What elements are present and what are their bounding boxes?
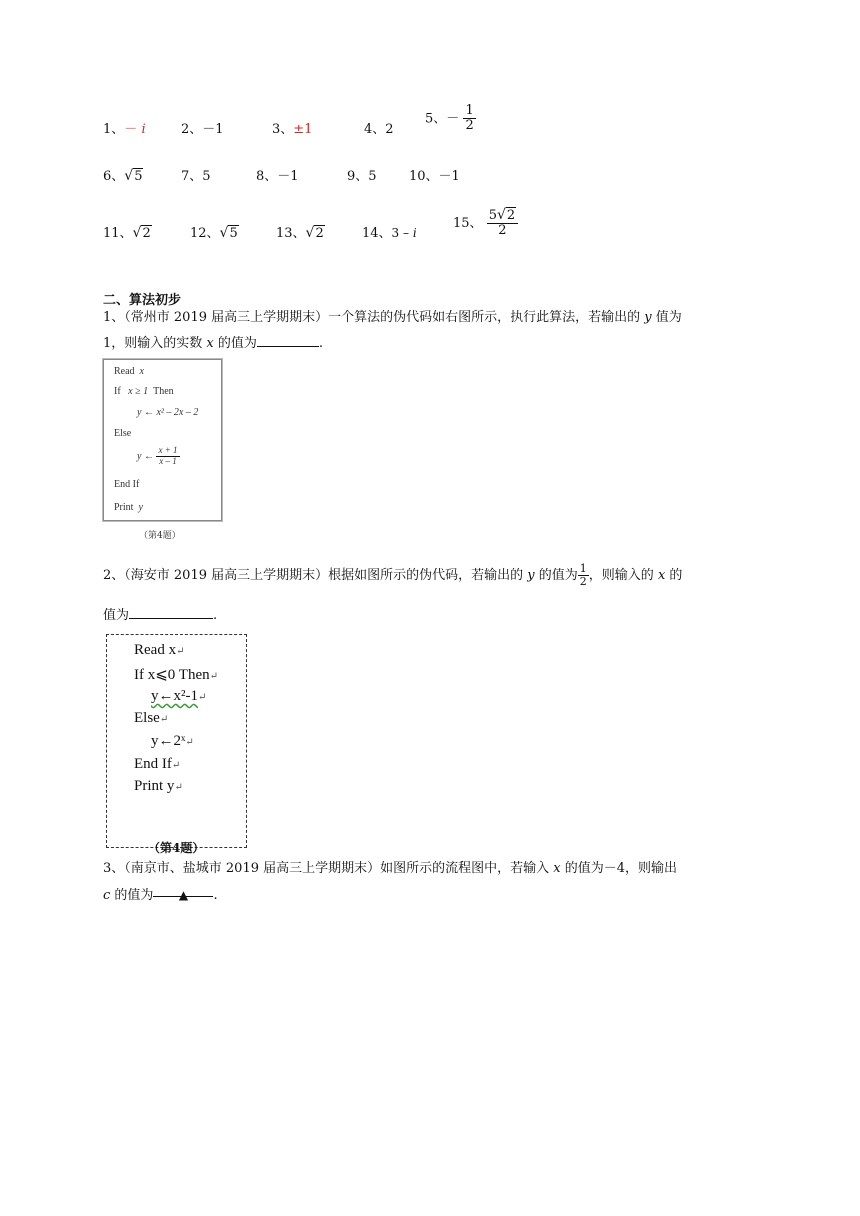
- answer-14: 14、3 – i: [362, 226, 417, 241]
- code-line-assign-2: y←2ˣ↵: [151, 733, 194, 749]
- answer-11: 11、√2: [103, 225, 151, 241]
- code-line-assign-2: y ← $\frac{x + 1}{x - 1}$: [137, 445, 178, 466]
- answer-blank[interactable]: [257, 332, 319, 347]
- code-line-print: Print y↵: [134, 778, 183, 794]
- fraction: $\frac{1}{2}$: [579, 562, 587, 589]
- question-1-text: 1、（常州市 2019 届高三上学期期末）一个算法的伪代码如右图所示，执行此算法，若输出的 y 值为 1，则输入的实数 x 的值为 .: [103, 310, 682, 351]
- answer-15: 15、 $\frac{5√2}{2}$: [453, 208, 518, 239]
- fraction: $\frac{x + 1}{x - 1}$: [158, 445, 178, 466]
- code-line-endif: End If↵: [134, 756, 181, 772]
- fraction: $\frac{1}{2}$: [465, 103, 474, 134]
- code-line-assign-1: y←x²-1↵: [151, 688, 207, 704]
- section-heading: 二、算法初步: [103, 293, 182, 308]
- figure-caption: （第4题）: [139, 531, 181, 541]
- pseudocode-box-2: [106, 634, 247, 848]
- answer-13: 13、√2: [276, 225, 324, 241]
- code-line-else: Else: [114, 428, 132, 439]
- code-line-print: Print y: [114, 502, 143, 513]
- code-line-read: Read x: [114, 366, 144, 377]
- question-3-text: 3、（南京市、盐城市 2019 届高三上学期期末）如图所示的流程图中，若输入 x 的值为－4，则输出 c 的值为 ▲ .: [103, 861, 678, 903]
- answer-1: 1、－ i: [103, 122, 146, 137]
- code-line-if: If x ≥ 1 Then: [114, 386, 174, 397]
- answer-blank[interactable]: [129, 604, 213, 619]
- answer-2: 2、－1: [181, 122, 224, 137]
- code-line-endif: End If: [114, 479, 140, 490]
- answer-8: 8、－1: [256, 169, 299, 184]
- answer-10: 10、－1: [409, 169, 460, 184]
- fraction: $\frac{5√2}{2}$: [487, 208, 518, 239]
- answer-4: 4、2: [364, 122, 394, 137]
- question-2-text-cont: 值为 .: [103, 603, 763, 629]
- code-line-else: Else↵: [134, 710, 169, 726]
- pseudocode-box-1: [103, 359, 222, 521]
- figure-caption-cropped: （第4题）: [148, 841, 205, 855]
- answer-5: 5、－ $\frac{1}{2}$: [425, 103, 474, 134]
- code-line-if: If x⩽0 Then↵: [134, 667, 218, 683]
- answer-3: 3、±1: [272, 122, 313, 137]
- answer-6: 6、√5: [103, 168, 143, 184]
- question-2-text: 2、（海安市 2019 届高三上学期期末）根据如图所示的伪代码，若输出的 y 的值为 $\frac{1}{2}$ ，则输入的 x 的: [103, 562, 683, 589]
- answer-blank[interactable]: ▲: [153, 882, 213, 897]
- answer-9: 9、5: [347, 169, 377, 184]
- code-line-read: Read x↵: [134, 642, 185, 658]
- code-line-assign-1: y ← x² – 2x – 2: [137, 407, 199, 418]
- answer-7: 7、5: [181, 169, 211, 184]
- answer-12: 12、√5: [190, 225, 238, 241]
